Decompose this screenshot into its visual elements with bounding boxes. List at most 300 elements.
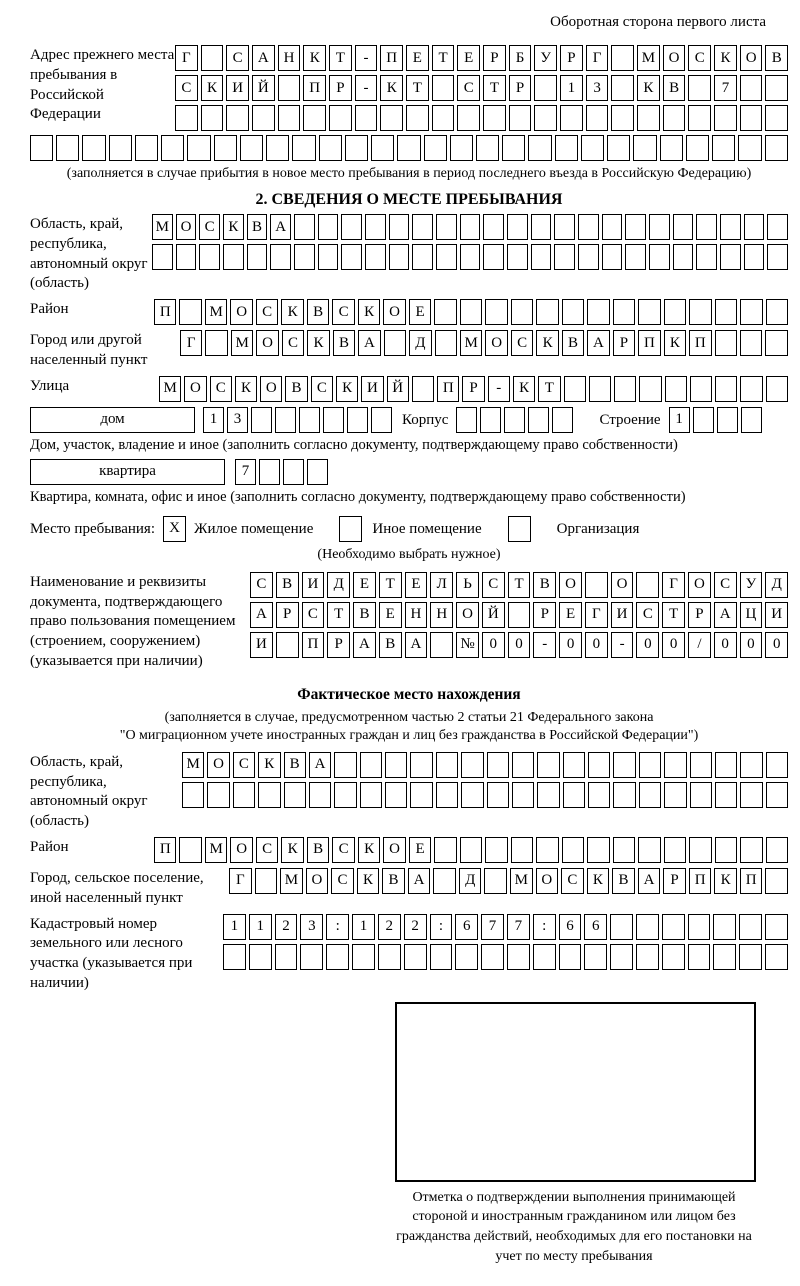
char-cell[interactable]: Т (662, 602, 685, 628)
char-cell[interactable]: 3 (300, 914, 323, 940)
char-cell[interactable] (214, 135, 237, 161)
char-cell[interactable]: К (513, 376, 535, 402)
char-cell[interactable] (300, 944, 323, 970)
char-cell[interactable]: Е (457, 45, 480, 71)
char-cell[interactable]: Т (483, 75, 506, 101)
char-cell[interactable] (696, 244, 717, 270)
char-cell[interactable]: П (740, 868, 763, 894)
char-cell[interactable] (613, 299, 635, 325)
char-cell[interactable]: С (457, 75, 480, 101)
char-cell[interactable]: Г (586, 45, 609, 71)
char-cell[interactable]: Д (459, 868, 482, 894)
char-cell[interactable] (199, 244, 220, 270)
char-cell[interactable]: П (638, 330, 660, 356)
char-cell[interactable] (461, 752, 483, 778)
char-cell[interactable] (384, 330, 406, 356)
char-cell[interactable] (638, 299, 660, 325)
char-cell[interactable]: 0 (636, 632, 659, 658)
char-cell[interactable] (607, 135, 630, 161)
char-cell[interactable] (201, 105, 224, 131)
char-cell[interactable] (578, 244, 599, 270)
char-cell[interactable] (460, 299, 482, 325)
char-cell[interactable]: О (306, 868, 329, 894)
char-cell[interactable] (309, 782, 331, 808)
char-cell[interactable] (740, 782, 762, 808)
char-cell[interactable] (563, 752, 585, 778)
char-cell[interactable] (586, 105, 609, 131)
char-cell[interactable] (450, 135, 473, 161)
char-cell[interactable] (740, 376, 762, 402)
char-cell[interactable] (765, 105, 788, 131)
char-cell[interactable]: К (380, 75, 403, 101)
char-cell[interactable] (744, 214, 765, 240)
char-cell[interactable] (412, 244, 433, 270)
char-cell[interactable]: С (199, 214, 220, 240)
char-cell[interactable]: 7 (714, 75, 737, 101)
char-cell[interactable]: Р (509, 75, 532, 101)
char-cell[interactable]: Й (252, 75, 275, 101)
char-cell[interactable] (714, 105, 737, 131)
char-cell[interactable]: Е (353, 572, 376, 598)
char-cell[interactable] (476, 135, 499, 161)
char-cell[interactable] (258, 782, 280, 808)
char-cell[interactable] (715, 752, 737, 778)
char-cell[interactable] (504, 407, 525, 433)
char-cell[interactable] (690, 782, 712, 808)
char-cell[interactable]: И (765, 602, 788, 628)
char-cell[interactable] (347, 407, 368, 433)
char-cell[interactable]: О (663, 45, 686, 71)
char-cell[interactable]: 0 (508, 632, 531, 658)
char-cell[interactable]: А (638, 868, 661, 894)
char-cell[interactable] (511, 837, 533, 863)
char-cell[interactable]: В (247, 214, 268, 240)
char-cell[interactable]: О (688, 572, 711, 598)
char-cell[interactable]: В (276, 572, 299, 598)
char-cell[interactable]: Т (432, 45, 455, 71)
char-cell[interactable]: Г (180, 330, 202, 356)
char-cell[interactable] (766, 752, 788, 778)
char-cell[interactable] (715, 837, 737, 863)
char-cell[interactable]: М (460, 330, 482, 356)
char-cell[interactable] (412, 376, 434, 402)
char-cell[interactable] (636, 914, 659, 940)
char-cell[interactable] (531, 244, 552, 270)
char-cell[interactable] (435, 330, 457, 356)
char-cell[interactable] (765, 330, 787, 356)
char-cell[interactable]: Р (276, 602, 299, 628)
char-cell[interactable]: К (281, 299, 303, 325)
char-cell[interactable]: К (357, 868, 380, 894)
char-cell[interactable] (588, 782, 610, 808)
char-cell[interactable]: К (223, 214, 244, 240)
char-cell[interactable] (319, 135, 342, 161)
char-cell[interactable] (613, 752, 635, 778)
char-cell[interactable]: : (533, 914, 556, 940)
checkbox-organization[interactable] (508, 516, 531, 542)
char-cell[interactable]: Д (765, 572, 788, 598)
char-cell[interactable] (483, 214, 504, 240)
char-cell[interactable]: К (235, 376, 257, 402)
char-cell[interactable] (182, 782, 204, 808)
char-cell[interactable]: 1 (352, 914, 375, 940)
char-cell[interactable]: Г (662, 572, 685, 598)
char-cell[interactable] (688, 944, 711, 970)
char-cell[interactable] (371, 407, 392, 433)
char-cell[interactable] (507, 944, 530, 970)
char-cell[interactable] (639, 752, 661, 778)
char-cell[interactable]: Е (409, 837, 431, 863)
char-cell[interactable]: О (485, 330, 507, 356)
char-cell[interactable] (611, 45, 634, 71)
char-cell[interactable] (341, 244, 362, 270)
char-cell[interactable] (303, 105, 326, 131)
char-cell[interactable] (252, 105, 275, 131)
char-cell[interactable] (284, 782, 306, 808)
char-cell[interactable] (341, 214, 362, 240)
char-cell[interactable] (329, 105, 352, 131)
char-cell[interactable] (739, 914, 762, 940)
char-cell[interactable] (688, 75, 711, 101)
char-cell[interactable] (713, 944, 736, 970)
char-cell[interactable]: А (358, 330, 380, 356)
char-cell[interactable]: В (379, 632, 402, 658)
char-cell[interactable]: О (536, 868, 559, 894)
char-cell[interactable]: У (740, 572, 763, 598)
char-cell[interactable]: А (587, 330, 609, 356)
char-cell[interactable] (251, 407, 272, 433)
char-cell[interactable] (179, 299, 201, 325)
char-cell[interactable] (509, 105, 532, 131)
char-cell[interactable]: Р (483, 45, 506, 71)
char-cell[interactable]: В (333, 330, 355, 356)
char-cell[interactable] (266, 135, 289, 161)
char-cell[interactable] (483, 105, 506, 131)
char-cell[interactable]: Т (327, 602, 350, 628)
char-cell[interactable]: 0 (585, 632, 608, 658)
char-cell[interactable]: В (307, 837, 329, 863)
char-cell[interactable] (715, 299, 737, 325)
char-cell[interactable] (365, 244, 386, 270)
char-cell[interactable] (589, 376, 611, 402)
char-cell[interactable]: Е (406, 45, 429, 71)
char-cell[interactable]: 2 (404, 914, 427, 940)
char-cell[interactable]: Е (379, 602, 402, 628)
char-cell[interactable] (355, 105, 378, 131)
char-cell[interactable] (365, 214, 386, 240)
char-cell[interactable]: 0 (765, 632, 788, 658)
char-cell[interactable]: В (533, 572, 556, 598)
char-cell[interactable]: В (284, 752, 306, 778)
char-cell[interactable]: С (331, 868, 354, 894)
char-cell[interactable]: О (176, 214, 197, 240)
char-cell[interactable] (483, 244, 504, 270)
char-cell[interactable] (430, 944, 453, 970)
char-cell[interactable] (223, 244, 244, 270)
char-cell[interactable] (766, 299, 788, 325)
char-cell[interactable] (345, 135, 368, 161)
char-cell[interactable] (662, 914, 685, 940)
char-cell[interactable]: Р (327, 632, 350, 658)
char-cell[interactable]: К (714, 868, 737, 894)
char-cell[interactable] (738, 135, 761, 161)
char-cell[interactable]: У (534, 45, 557, 71)
char-cell[interactable]: И (302, 572, 325, 598)
char-cell[interactable] (717, 407, 738, 433)
char-cell[interactable]: Т (379, 572, 402, 598)
char-cell[interactable] (602, 244, 623, 270)
char-cell[interactable] (740, 75, 763, 101)
char-cell[interactable] (82, 135, 105, 161)
char-cell[interactable]: К (303, 45, 326, 71)
char-cell[interactable] (610, 914, 633, 940)
checkbox-other-premises[interactable] (339, 516, 362, 542)
char-cell[interactable]: С (311, 376, 333, 402)
char-cell[interactable] (528, 407, 549, 433)
char-cell[interactable] (585, 572, 608, 598)
char-cell[interactable] (649, 244, 670, 270)
char-cell[interactable]: Ц (740, 602, 763, 628)
char-cell[interactable] (432, 105, 455, 131)
char-cell[interactable]: 1 (249, 914, 272, 940)
char-cell[interactable]: Ь (456, 572, 479, 598)
char-cell[interactable]: А (714, 602, 737, 628)
char-cell[interactable] (552, 407, 573, 433)
char-cell[interactable] (276, 632, 299, 658)
char-cell[interactable]: П (303, 75, 326, 101)
char-cell[interactable] (226, 105, 249, 131)
char-cell[interactable] (352, 944, 375, 970)
char-cell[interactable] (639, 376, 661, 402)
char-cell[interactable]: Р (533, 602, 556, 628)
char-cell[interactable]: Е (405, 572, 428, 598)
char-cell[interactable] (318, 244, 339, 270)
char-cell[interactable]: А (353, 632, 376, 658)
char-cell[interactable] (534, 105, 557, 131)
char-cell[interactable] (135, 135, 158, 161)
char-cell[interactable]: К (307, 330, 329, 356)
char-cell[interactable]: / (688, 632, 711, 658)
char-cell[interactable] (397, 135, 420, 161)
char-cell[interactable]: И (361, 376, 383, 402)
char-cell[interactable]: 7 (235, 459, 256, 485)
char-cell[interactable] (175, 105, 198, 131)
char-cell[interactable]: Б (509, 45, 532, 71)
char-cell[interactable] (511, 299, 533, 325)
char-cell[interactable] (380, 105, 403, 131)
char-cell[interactable] (562, 837, 584, 863)
char-cell[interactable] (299, 407, 320, 433)
char-cell[interactable] (740, 837, 762, 863)
char-cell[interactable] (664, 782, 686, 808)
char-cell[interactable]: Т (406, 75, 429, 101)
char-cell[interactable] (318, 214, 339, 240)
char-cell[interactable]: Р (329, 75, 352, 101)
char-cell[interactable] (275, 407, 296, 433)
char-cell[interactable]: А (405, 632, 428, 658)
char-cell[interactable]: К (536, 330, 558, 356)
char-cell[interactable]: 0 (482, 632, 505, 658)
char-cell[interactable] (613, 837, 635, 863)
char-cell[interactable] (713, 914, 736, 940)
char-cell[interactable]: А (408, 868, 431, 894)
char-cell[interactable] (152, 244, 173, 270)
char-cell[interactable] (740, 330, 762, 356)
char-cell[interactable] (766, 782, 788, 808)
char-cell[interactable]: М (205, 837, 227, 863)
char-cell[interactable]: С (636, 602, 659, 628)
char-cell[interactable] (434, 299, 456, 325)
char-cell[interactable]: М (510, 868, 533, 894)
char-cell[interactable]: Й (387, 376, 409, 402)
char-cell[interactable] (560, 105, 583, 131)
char-cell[interactable] (664, 299, 686, 325)
char-cell[interactable]: Е (559, 602, 582, 628)
char-cell[interactable] (410, 782, 432, 808)
char-cell[interactable] (161, 135, 184, 161)
char-cell[interactable] (480, 407, 501, 433)
char-cell[interactable]: П (689, 330, 711, 356)
char-cell[interactable] (275, 944, 298, 970)
char-cell[interactable]: К (336, 376, 358, 402)
char-cell[interactable] (278, 75, 301, 101)
char-cell[interactable] (696, 214, 717, 240)
char-cell[interactable] (412, 214, 433, 240)
char-cell[interactable]: - (488, 376, 510, 402)
char-cell[interactable] (201, 45, 224, 71)
char-cell[interactable] (637, 105, 660, 131)
char-cell[interactable]: Д (409, 330, 431, 356)
char-cell[interactable] (323, 407, 344, 433)
char-cell[interactable] (536, 837, 558, 863)
char-cell[interactable] (487, 782, 509, 808)
char-cell[interactable]: 1 (560, 75, 583, 101)
char-cell[interactable] (536, 299, 558, 325)
char-cell[interactable]: Р (560, 45, 583, 71)
char-cell[interactable]: 2 (378, 914, 401, 940)
char-cell[interactable]: 6 (455, 914, 478, 940)
char-cell[interactable] (240, 135, 263, 161)
char-cell[interactable]: 0 (714, 632, 737, 658)
char-cell[interactable] (533, 944, 556, 970)
char-cell[interactable]: М (182, 752, 204, 778)
char-cell[interactable] (559, 944, 582, 970)
char-cell[interactable] (660, 135, 683, 161)
char-cell[interactable] (457, 105, 480, 131)
char-cell[interactable]: Г (175, 45, 198, 71)
char-cell[interactable]: П (154, 299, 176, 325)
char-cell[interactable]: 2 (275, 914, 298, 940)
char-cell[interactable]: О (383, 837, 405, 863)
char-cell[interactable] (578, 214, 599, 240)
char-cell[interactable]: Р (462, 376, 484, 402)
char-cell[interactable]: О (740, 45, 763, 71)
char-cell[interactable] (649, 214, 670, 240)
char-cell[interactable] (334, 782, 356, 808)
char-cell[interactable]: 3 (586, 75, 609, 101)
char-cell[interactable] (564, 376, 586, 402)
char-cell[interactable]: П (437, 376, 459, 402)
char-cell[interactable]: - (355, 75, 378, 101)
char-cell[interactable] (602, 214, 623, 240)
char-cell[interactable] (664, 752, 686, 778)
char-cell[interactable] (410, 752, 432, 778)
char-cell[interactable] (534, 75, 557, 101)
char-cell[interactable] (555, 135, 578, 161)
char-cell[interactable] (389, 214, 410, 240)
char-cell[interactable] (434, 837, 456, 863)
char-cell[interactable]: 7 (481, 914, 504, 940)
char-cell[interactable] (512, 782, 534, 808)
char-cell[interactable]: К (587, 868, 610, 894)
char-cell[interactable]: В (562, 330, 584, 356)
char-cell[interactable]: А (250, 602, 273, 628)
char-cell[interactable]: К (664, 330, 686, 356)
char-cell[interactable] (740, 105, 763, 131)
char-cell[interactable] (765, 868, 788, 894)
char-cell[interactable] (767, 214, 788, 240)
char-cell[interactable] (109, 135, 132, 161)
char-cell[interactable] (508, 602, 531, 628)
char-cell[interactable] (740, 752, 762, 778)
char-cell[interactable] (636, 944, 659, 970)
char-cell[interactable] (512, 752, 534, 778)
char-cell[interactable]: К (201, 75, 224, 101)
char-cell[interactable] (766, 837, 788, 863)
char-cell[interactable] (693, 407, 714, 433)
char-cell[interactable] (633, 135, 656, 161)
char-cell[interactable] (766, 376, 788, 402)
char-cell[interactable] (283, 459, 304, 485)
char-cell[interactable]: С (226, 45, 249, 71)
char-cell[interactable] (587, 837, 609, 863)
char-cell[interactable]: А (252, 45, 275, 71)
char-cell[interactable]: С (233, 752, 255, 778)
char-cell[interactable] (665, 376, 687, 402)
char-cell[interactable] (485, 837, 507, 863)
char-cell[interactable]: Й (482, 602, 505, 628)
char-cell[interactable]: О (184, 376, 206, 402)
char-cell[interactable]: С (302, 602, 325, 628)
char-cell[interactable]: Т (329, 45, 352, 71)
char-cell[interactable] (294, 214, 315, 240)
char-cell[interactable] (581, 135, 604, 161)
char-cell[interactable] (720, 244, 741, 270)
char-cell[interactable]: Н (430, 602, 453, 628)
char-cell[interactable]: 7 (507, 914, 530, 940)
char-cell[interactable] (531, 214, 552, 240)
char-cell[interactable]: О (207, 752, 229, 778)
char-cell[interactable]: Н (405, 602, 428, 628)
char-cell[interactable] (176, 244, 197, 270)
char-cell[interactable]: И (226, 75, 249, 101)
char-cell[interactable]: Е (409, 299, 431, 325)
char-cell[interactable] (636, 572, 659, 598)
char-cell[interactable]: О (260, 376, 282, 402)
char-cell[interactable]: А (309, 752, 331, 778)
char-cell[interactable]: Н (278, 45, 301, 71)
char-cell[interactable]: О (230, 299, 252, 325)
char-cell[interactable]: С (714, 572, 737, 598)
char-cell[interactable] (715, 330, 737, 356)
char-cell[interactable] (404, 944, 427, 970)
char-cell[interactable] (436, 214, 457, 240)
char-cell[interactable]: О (559, 572, 582, 598)
char-cell[interactable]: С (688, 45, 711, 71)
char-cell[interactable]: А (270, 214, 291, 240)
char-cell[interactable] (247, 244, 268, 270)
char-cell[interactable] (765, 914, 788, 940)
